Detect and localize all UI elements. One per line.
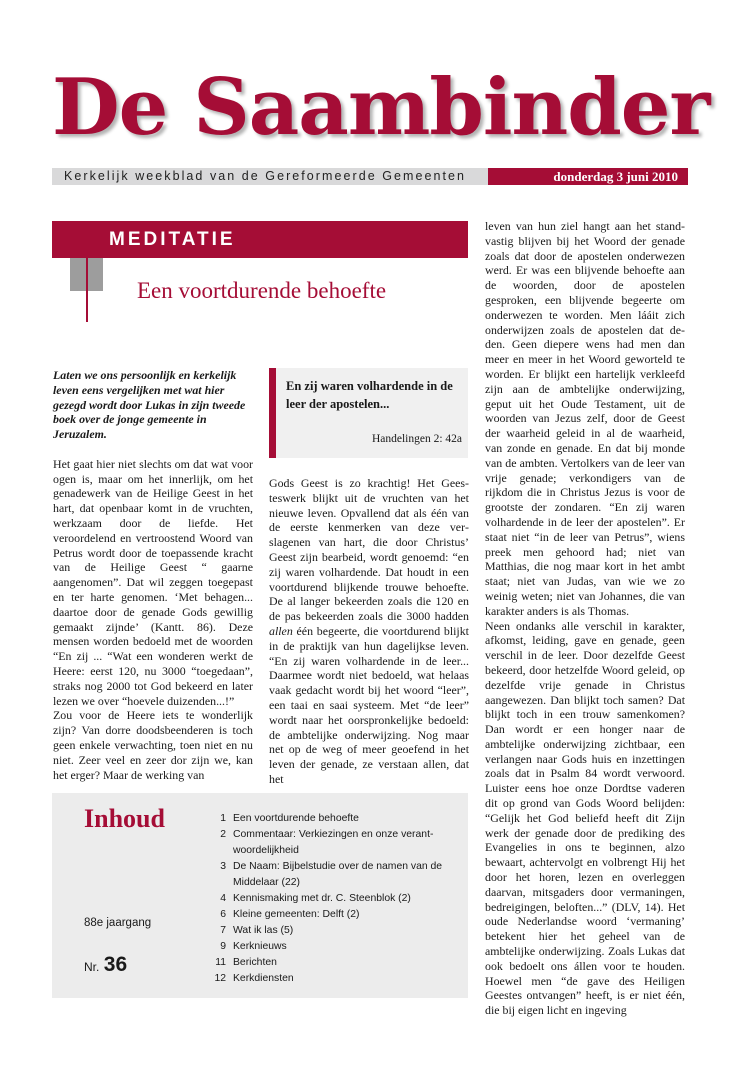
masthead-title: De Saambinder [52,62,710,153]
toc-item[interactable] [200,939,465,955]
article-paragraph: Het gaat hier niet slechts om dat wat voor ogen is, maar om het innerlijk, om het genadewerk van de Heilige Geest in het hart, dat openbaar komt in de vruchten, werkzaam door de liefde. Het veroordelend en vertroostend Woord van Petrus wordt door de toepassende kracht van de Heilige Geest “ gaarne aangenomen”. Dat wil zeggen toegepast en ter harte genomen. ‘Met behagen... daartoe door de genade Gods gewillig gemaakt zijnde’ (Kantt. 86). Deze mensen worden bedoeld met de woorden “En zij ... “Wat een wonderen werkt de Heere: eerst 120, nu 3000 “toegedaan”, straks nog 2000 tot God bekeerd en later lezen we over “hoevele duizenden...!” [53,456,253,708]
toc-title: Kleine gemeenten: Delft (2) [233,909,360,920]
toc-item[interactable] [200,971,465,987]
toc-page: 4 [220,893,226,904]
toc-page: 7 [220,925,226,936]
issue-number-value: 36 [103,953,128,976]
section-label: MEDITATIE [109,229,236,250]
article-column-2 [269,476,469,787]
toc-title: Commentaar: Verkiezingen en onze verantwoordelijkheid [233,829,434,856]
toc-title: Kennismaking met dr. C. Steenblok (2) [233,893,411,904]
toc-title: Berichten [233,957,277,968]
toc-title: Een voortdurende behoefte [233,813,359,824]
scripture-quote: En zij waren volhardende in de leer der apostelen... [286,379,453,411]
toc-item[interactable] [200,827,465,859]
toc-page: 3 [220,861,226,872]
toc-title: De Naam: Bijbelstudie over de namen van de Middelaar (22) [233,861,443,888]
toc-item[interactable] [200,955,465,971]
article-headline: Een voortdurende behoefte [137,278,387,303]
toc-item[interactable] [200,907,465,923]
text-run: één begeerte, die voortdurend blijkt in de praktijk van hun dagelijkse leven. “En zij waren volhardende in de leer... Daarmee wordt niet bedoeld, wat helaas vaak gedacht wordt bij het woord “leer”, een taai en saai systeem. Met “de leer” wordt naar het oorspronkelijke bedoeld: de ambtelijke onderwijzing. Nog maar net op de weg of meer geoefend in het leven der genade, ze verstaan allen, dat het [269,623,469,786]
issue-number [84,953,127,977]
issue-date: donderdag 3 juni 2010 [553,169,678,184]
text-run: Gods Geest is zo krachtig! Het Geesteswerk blijkt uit de vruchten van het nieuwe leven. Opvallend dat als één van de eerste kenmerken van deze verslagenen van hart, die door Christus’ Geest zijn bearbeid, wordt genoemd: “en zij waren volhardende. Dat houdt in een voortdurend blijkende trouwe behoefte. De al langer bekeerden zoals die 120 en de pas bekeerden zoals die 3000 hadden [269,476,469,624]
masthead [52,52,710,164]
toc-item[interactable] [200,811,465,827]
article-paragraph: Zou voor de Heere iets te wonderlijk zijn? Van dorre doodsbeenderen is toch geen enkele verwachting, toen niet en nu niet. Zeer veel en zeer dor zijn we, kan het erger? Maar de werking van [53,708,253,782]
volume-label: 88e jaargang [84,917,152,929]
contents-box [52,793,468,998]
scripture-quote-box [269,368,468,458]
issue-number-label: Nr. [84,960,100,974]
article-column-1 [53,368,253,782]
masthead-subtitle: Kerkelijk weekblad van de Gereformeerde Gemeenten [64,169,466,183]
contents-title: Inhoud [84,804,165,833]
article-paragraph [269,476,469,787]
scripture-reference: Handelingen 2: 42a [371,433,462,445]
toc-item[interactable] [200,859,465,891]
article-intro: Laten we ons persoonlijk en kerkelijk leven eens vergelijken met wat hier gezegd wordt door Lukas in zijn tweede boek over de jonge gemeente in Jeruzalem. [53,368,246,442]
toc-page: 2 [220,829,226,840]
toc-item[interactable] [200,923,465,939]
toc-page: 1 [220,813,226,824]
table-of-contents [200,811,465,987]
emphasis-word: allen [269,623,293,638]
toc-title: Wat ik las (5) [233,925,294,936]
toc-page: 9 [220,941,226,952]
toc-page: 12 [214,973,226,984]
article-paragraph: leven van hun ziel hangt aan het standvastig blijven bij het Woord der genade zoals dat door de apostelen onderwezen werd. Er was een blijvende behoefte aan de woorden, door de apostelen gesproken, een blijvende begeerte om onderwezen te worden. Men lááit zich onderwijzen zoals de apostelen dat deden. Geen diepere wens had men dan meer en meer in het Woord geworteld te worden. Er blijkt een hartelijk verkleefd zijn aan de ambtelijke onderwijzing, geput uit het Oude Testament, uit de woorden van Jezus zelf, door de Geest der waarheid geleid in al de waarheid, van zonde en genade. En dat bij monde van de ambten. Vertolkers van de leer van vrije genade; verkondigers van de rijkdom die in Christus Jezus is voor de grootste der zondaren. “En zij waren volhardende in de leer der apostelen”. Er staat niet “in de leer van Petrus”, wiens preek men gehoord had; niet van Matthias, die nog maar kort in het ambt staat; niet van Judas, van wie we zo weinig weten; niet van Johannes, die van karakter anders is als Thomas. [485,219,685,618]
decorative-rule [86,258,88,322]
article-paragraph: Neen ondanks alle verschil in karakter, afkomst, leiding, gave en genade, geen verschil in de leer. Door dezelfde Geest bekeerd, door hetzelfde Woord geleid, op dezelfde vrije genade in Christus aangewezen. Dan blijkt toch samen? Dat blijkt toch in een trouw samenkomen? Dan wordt er een honger naar de ambtelijke onderwijzing zichtbaar, een verlangen naar Gods huis en inzettingen zoals dat in Psalm 84 wordt verwoord. Luister eens hoe onze Dordtse vaderen dit op grond van Gods Woord belijden: “Gelijk het God beliefd heeft dit Zijn werk der genade door de prediking des Evangelies in ons te beginnen, alzo bewaart, achtervolgt en volbrengt Hij het door het horen, lezen en overleggen daarvan, mitsgaders door vermaningen, bedreigingen, beloften...” (DLV, 14). Het oude Nederlandse woord ‘vermaning’ betekent hier het geheel van de ambtelijke onderwijzing. Zoals Lukas dat ook bedoelt ons állen voor te houden. Hoewel men “de gave des Heiligen Geestes ontvangen” heeft, is er niet één, die bij eigen licht en ingeving [485,618,685,1018]
section-header-bar [52,221,468,258]
date-band [488,168,688,185]
toc-title: Kerknieuws [233,941,287,952]
article-column-3 [485,219,685,1018]
toc-title: Kerkdiensten [233,973,294,984]
subtitle-bar [52,168,688,185]
subtitle-left-band [52,168,488,185]
toc-page: 11 [215,957,226,968]
toc-item[interactable] [200,891,465,907]
toc-page: 6 [220,909,226,920]
